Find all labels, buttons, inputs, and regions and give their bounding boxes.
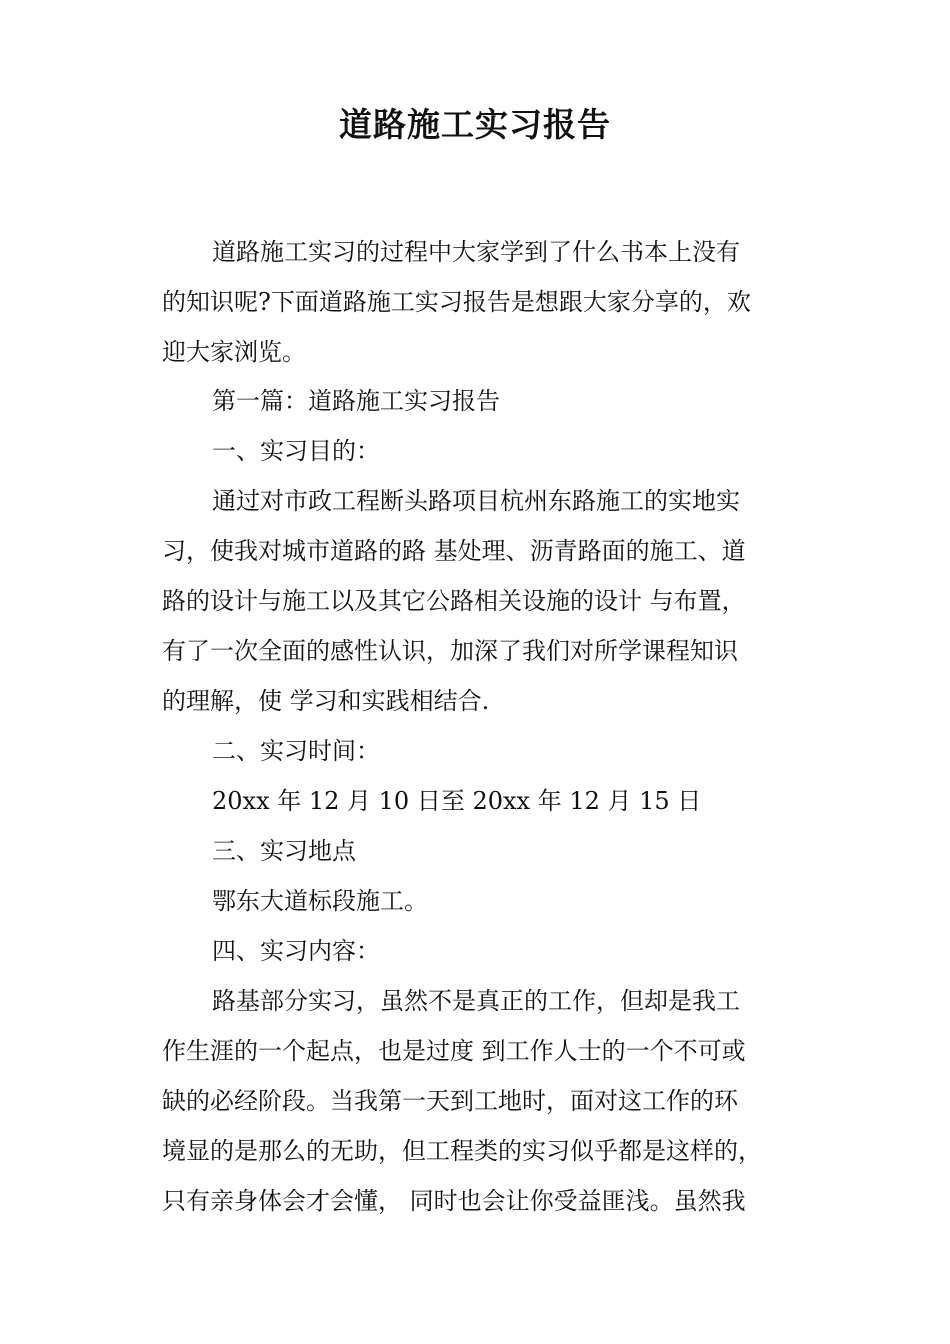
section-heading: 一、实习目的： (212, 437, 380, 465)
paragraph-line: 路的设计与施工以及其它公路相关设施的设计 与布置， (162, 587, 746, 615)
paragraph-line: 只有亲身体会才会懂， 同时也会让你受益匪浅。虽然我 (162, 1187, 746, 1215)
paragraph-line: 道路施工实习的过程中大家学到了什么书本上没有 (212, 238, 740, 266)
paragraph-line: 有了一次全面的感性认识，加深了我们对所学课程知识 (162, 637, 738, 665)
section-heading: 四、实习内容： (212, 937, 380, 965)
paragraph-line: 境显的是那么的无助，但工程类的实习似乎都是这样的， (162, 1137, 762, 1165)
date-range: 20xx 年 12 月 10 日至 20xx 年 12 月 15 日 (212, 787, 702, 815)
document-title: 道路施工实习报告 (339, 105, 611, 144)
section-heading: 二、实习时间： (212, 737, 380, 765)
paragraph-line: 缺的必经阶段。当我第一天到工地时，面对这工作的环 (162, 1087, 738, 1115)
section-heading: 第一篇：道路施工实习报告 (212, 387, 500, 415)
section-heading: 三、实习地点 (212, 837, 356, 865)
paragraph-line: 迎大家浏览。 (162, 338, 306, 366)
paragraph-line: 习，使我对城市道路的路 基处理、沥青路面的施工、道 (162, 537, 746, 565)
paragraph-line: 鄂东大道标段施工。 (212, 887, 428, 915)
paragraph-line: 作生涯的一个起点，也是过度 到工作人士的一个不可或 (162, 1037, 746, 1065)
paragraph-line: 路基部分实习，虽然不是真正的工作，但却是我工 (212, 987, 740, 1015)
paragraph-line: 通过对市政工程断头路项目杭州东路施工的实地实 (212, 487, 740, 515)
paragraph-line: 的知识呢?下面道路施工实习报告是想跟大家分享的，欢 (162, 288, 751, 316)
paragraph-line: 的理解，使 学习和实践相结合. (162, 687, 490, 715)
